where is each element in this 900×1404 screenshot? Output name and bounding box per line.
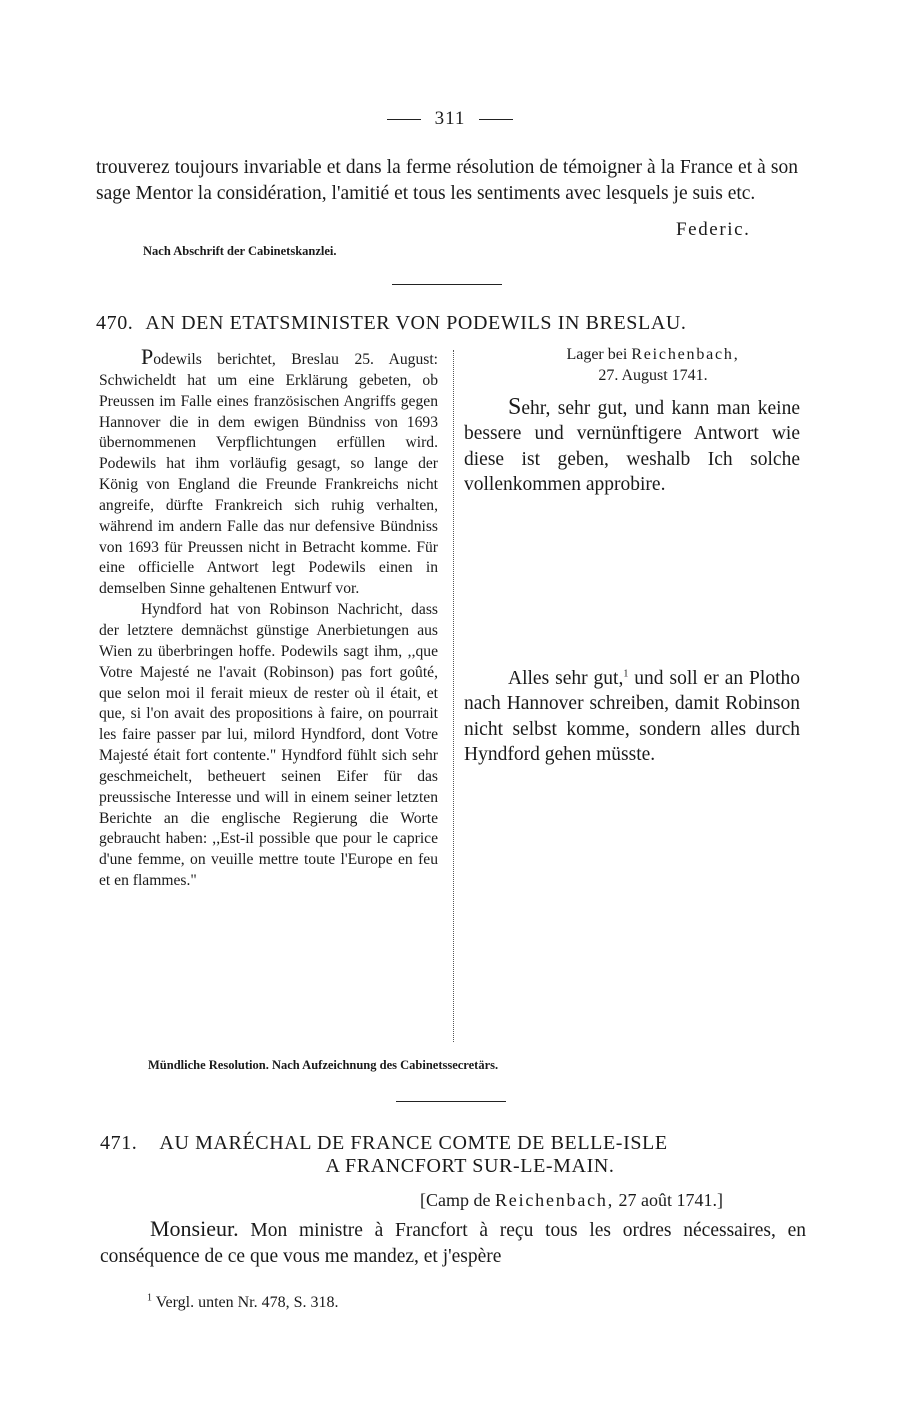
dateline: [Camp de Reichenbach, 27 août 1741.] (420, 1190, 724, 1210)
letter-title-line2: A FRANCFORT SUR-LE-MAIN. (325, 1155, 615, 1177)
dash-left (387, 119, 421, 120)
letter-title-line1: AU MARÉCHAL DE FRANCE COMTE DE BELLE-ISLE (159, 1132, 668, 1154)
letter-number: 470. (96, 312, 134, 334)
section-rule (396, 1101, 506, 1102)
letter-number: 471. (100, 1132, 138, 1154)
letter-471-heading (100, 1132, 800, 1178)
place-date: Lager bei Reichenbach, 27. August 1741. (458, 344, 848, 386)
letter-title: AN DEN ETATSMINISTER VON PODEWILS IN BRESLAU. (145, 312, 687, 334)
page-number: 311 (0, 108, 900, 130)
report-summary (99, 344, 438, 892)
salutation: Monsieur. (150, 1216, 239, 1241)
source-note: Mündliche Resolution. Nach Aufzeichnung des Cabinetssecretärs. (148, 1058, 499, 1072)
continuation-text: trouverez toujours invariable et dans la ferme résolution de témoigner à la France et à son sage Mentor la considération, l'amitié et tous les sentiments avec lesquels je suis etc. (96, 157, 798, 204)
resolution-1: Sehr, sehr gut, und kann man keine bessere und vernünftigere Antwort wie diese ist geben, weshalb Ich solche vollenkommen approbire. (464, 394, 800, 496)
summary-paragraph: Podewils berichtet, Breslau 25. August: Schwicheldt hat um eine Erklärung gebeten, ob Preussen im Falle eines französischen Angriffs gegen Hannover die in dem ewigen Bündniss von 1693 übernommenen Verpflichtungen erfüllen wird. Podewils hat ihm vorläufig gesagt, so lange der König von England die Freunde Frankreichs nicht angreife, dürfte Frankreich sich ruhig verhalten, während im andern Falle das nur defensive Bündniss von 1693 für Preussen nicht in Betracht komme. Für eine officielle Antwort legt Podewils einen in demselben Sinne gehaltenen Entwurf vor. (99, 344, 438, 598)
date: 27. August 1741. (598, 367, 708, 384)
source-note: Nach Abschrift der Cabinetskanzlei. (143, 244, 337, 258)
resolution-2: Alles sehr gut,$^1$ und soll er an Plotho nach Hannover schreiben, damit Robinson nicht selbst komme, sondern alles durch Hyndford gehen müsste. (464, 668, 800, 766)
footnote-marker: 1 (147, 1292, 152, 1304)
letter-470-heading (96, 312, 687, 335)
place-name: Reichenbach, (631, 346, 740, 363)
column-divider (453, 350, 454, 1042)
place-name: Reichenbach, (494, 1190, 615, 1210)
summary-paragraph: Hyndford hat von Robinson Nachricht, dass der letztere demnächst günstige Anerbietungen aus Wien zu überbringen hoffe. Podewils sagt ihm, ,,que Votre Majesté ne l'avait (Robinson) pas fort goûté, que selon moi il ferait mieux de rester où il était, et que, si l'on avait des propositions à faire, on pourrait les faire passer par lui, milord Hyndford, dont Votre Majesté était fort contente." Hyndford fühlt sich sehr geschmeichelt, betheuert seinen Eifer für das preussische Interesse und will in einem seiner letzten Berichte an die englische Regierung die Worte gebraucht haben: ,,Est-il possible que pour le caprice d'une femme, on veuille mettre toute l'Europe en feu et en flammes." (99, 601, 438, 890)
letter-body: Monsieur. Mon ministre à Francfort à reçu tous les ordres nécessaires, en conséquence de ce que vous me mandez, et j'espère (100, 1216, 806, 1267)
signature: Federic. (676, 219, 751, 240)
footnote: $^1$ Vergl. unten Nr. 478, S. 318. (147, 1292, 339, 1311)
section-rule (392, 284, 502, 285)
dash-right (479, 119, 513, 120)
footnote-marker: 1 (623, 668, 629, 680)
